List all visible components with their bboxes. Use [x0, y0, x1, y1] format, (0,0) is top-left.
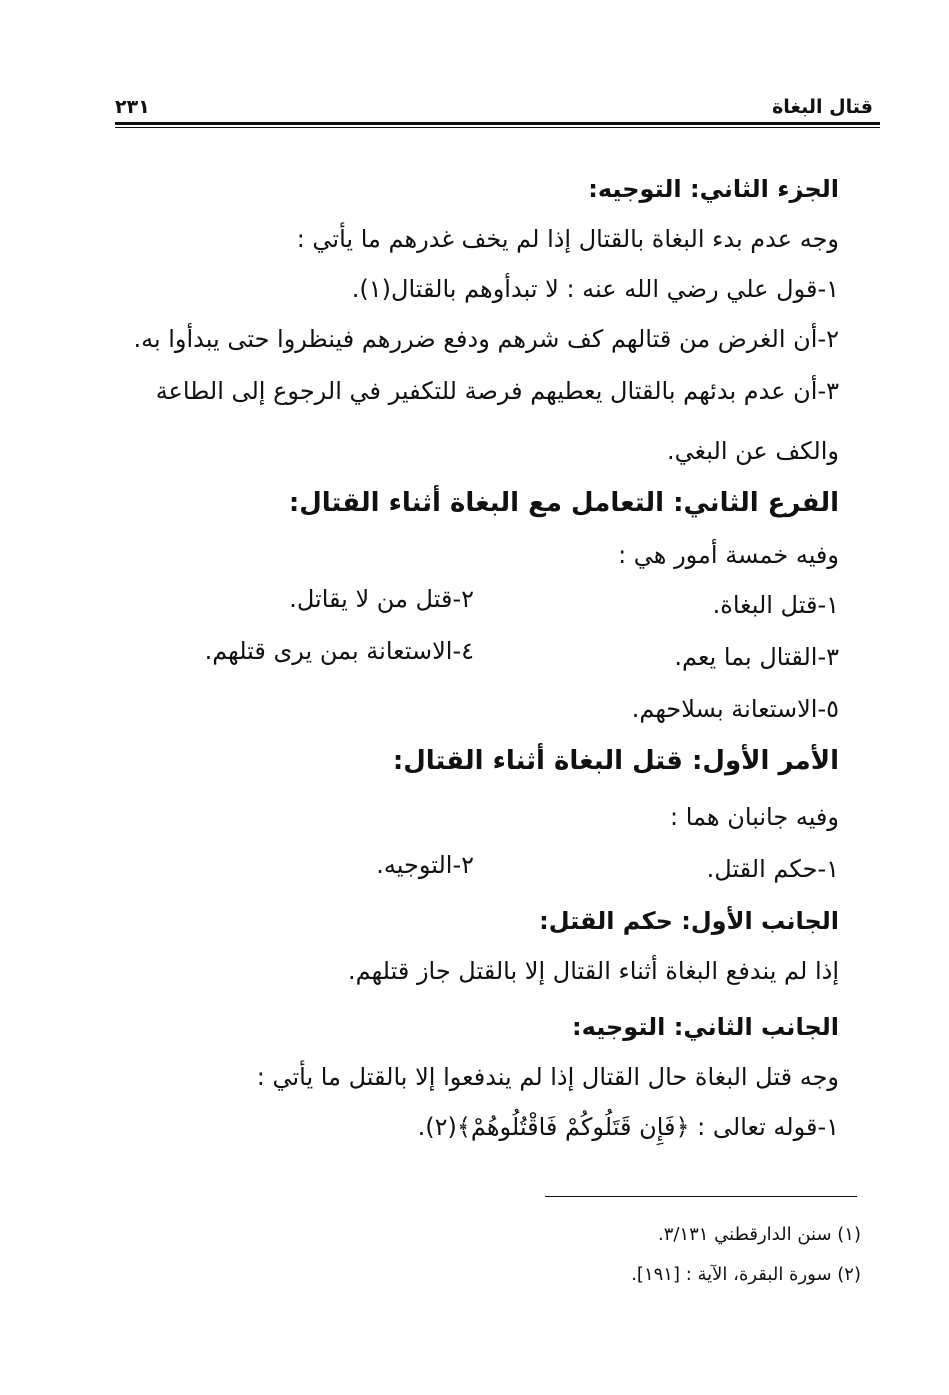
header-rule-thin	[115, 127, 880, 128]
list-item: ١-قتل البغاة.	[712, 591, 839, 619]
list-item: ٥-الاستعانة بسلاحهم.	[631, 695, 839, 723]
list-item: ٣-القتال بما يعم.	[674, 643, 839, 671]
list-item: ٢-أن الغرض من قتالهم كف شرهم ودفع ضررهم فينظروا حتى يبدأوا به.	[133, 325, 839, 353]
footnote: (١) سنن الدارقطني ٣/١٣١.	[657, 1224, 861, 1245]
list-item: ٣-أن عدم بدئهم بالقتال يعطيهم فرصة للتكفير في الرجوع إلى الطاعة	[155, 377, 839, 405]
paragraph-line: إذا لم يندفع البغاة أثناء القتال إلا بالقتل جاز قتلهم.	[347, 957, 839, 985]
section-heading: الجزء الثاني: التوجيه:	[588, 175, 839, 203]
header-rule	[115, 122, 880, 125]
list-item: ١-حكم القتل.	[706, 855, 839, 883]
list-item: ٤-الاستعانة بمن يرى قتلهم.	[204, 637, 474, 665]
paragraph-line: وفيه خمسة أمور هي :	[618, 541, 839, 569]
aspect-heading: الجانب الأول: حكم القتل:	[539, 907, 839, 935]
paragraph-line: وفيه جانبان هما :	[670, 803, 839, 831]
list-item: ١-قول علي رضي الله عنه : لا تبدأوهم بالقتال(١).	[351, 275, 839, 303]
paragraph-line: والكف عن البغي.	[667, 437, 839, 465]
page-number: ٢٣١	[115, 96, 150, 118]
running-title: قتال البغاة	[772, 96, 873, 118]
list-item: ٢-قتل من لا يقاتل.	[289, 585, 474, 613]
branch-heading: الفرع الثاني: التعامل مع البغاة أثناء القتال:	[288, 488, 839, 518]
paragraph-line: وجه عدم بدء البغاة بالقتال إذا لم يخف غدرهم ما يأتي :	[296, 225, 839, 253]
paragraph-line: وجه قتل البغاة حال القتال إذا لم يندفعوا إلا بالقتل ما يأتي :	[256, 1063, 839, 1091]
footnote: (٢) سورة البقرة، الآية : [١٩١].	[631, 1264, 861, 1285]
footnote-rule	[545, 1196, 857, 1197]
aspect-heading: الجانب الثاني: التوجيه:	[572, 1013, 839, 1041]
matter-heading: الأمر الأول: قتل البغاة أثناء القتال:	[392, 746, 839, 776]
list-item: ٢-التوجيه.	[376, 851, 474, 879]
list-item: ١-قوله تعالى : ﴿فَإِن قَتَلُوكُمْ فَاقْتُلُوهُمْ﴾(٢).	[417, 1113, 839, 1141]
